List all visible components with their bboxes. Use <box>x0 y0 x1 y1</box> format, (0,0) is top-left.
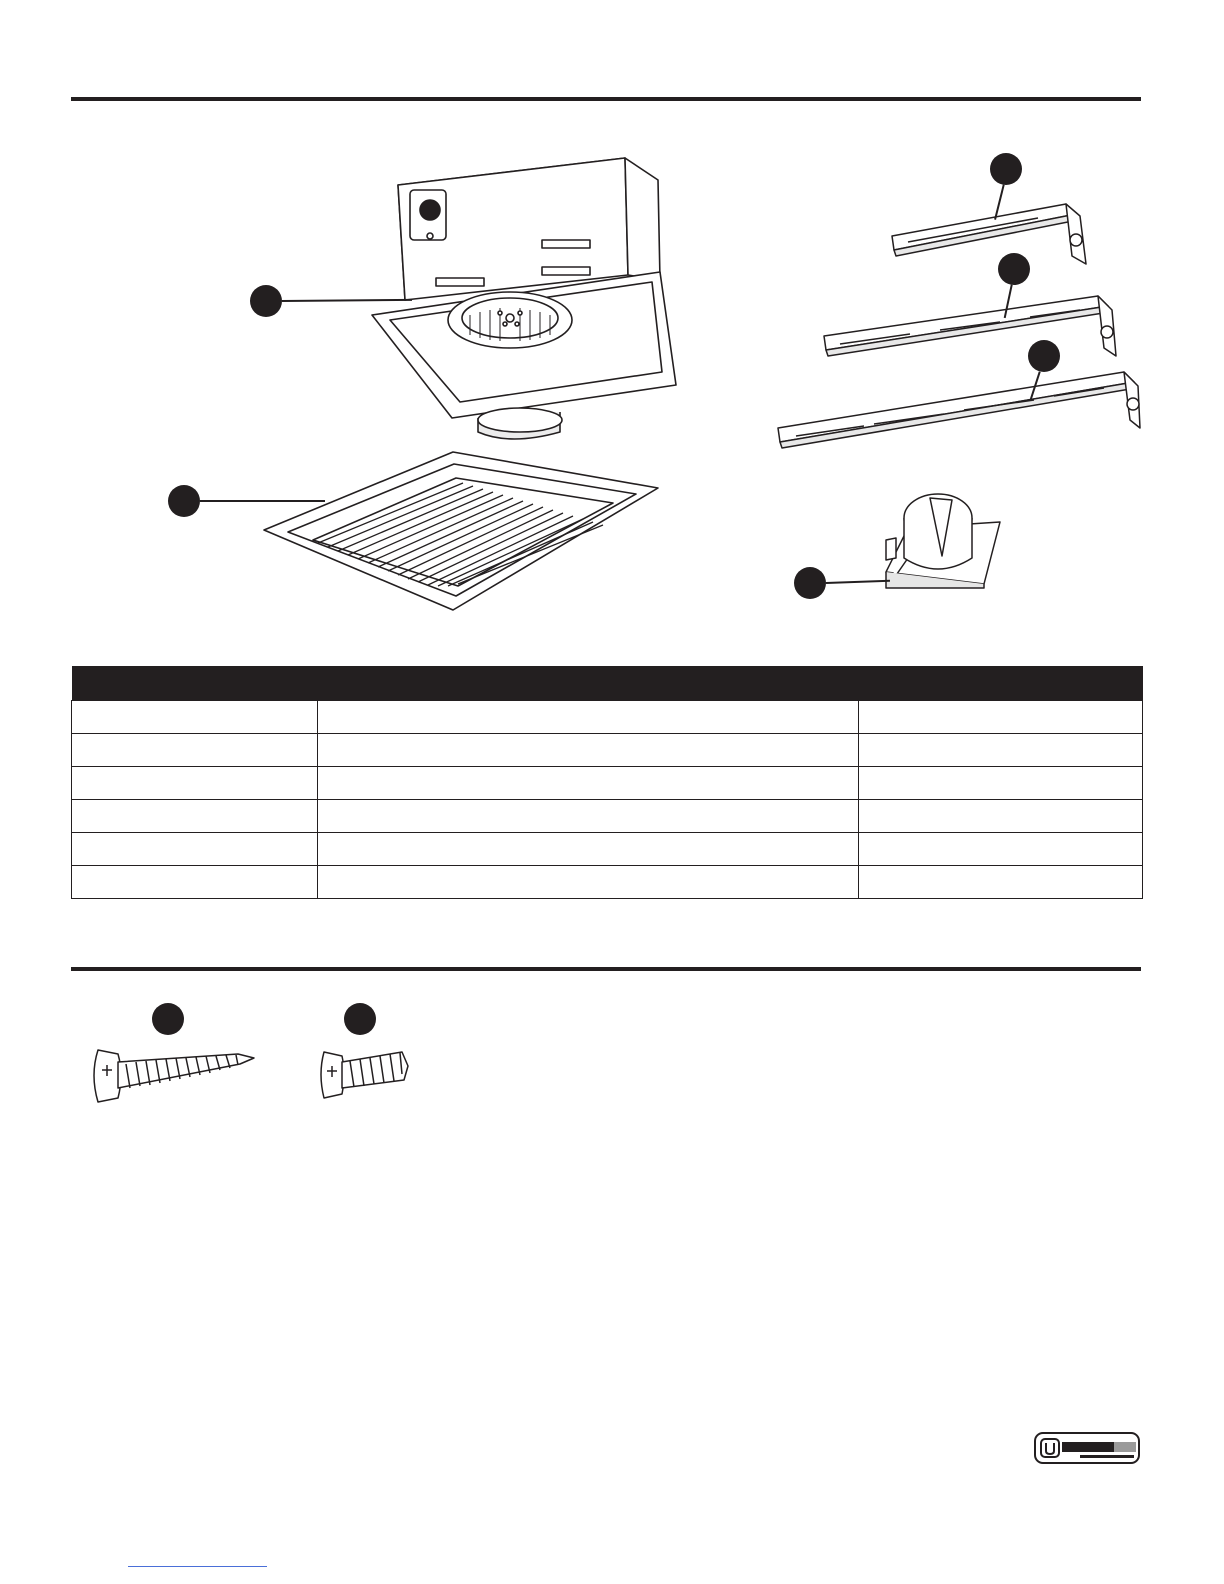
callout-screw-long <box>152 1003 184 1035</box>
parts-table <box>71 666 1143 899</box>
table-row <box>72 734 1143 767</box>
callout-bracket-medium <box>998 253 1030 285</box>
cell-quantity <box>859 767 1143 800</box>
cell-description <box>318 800 859 833</box>
parts-table-header-row <box>72 666 1143 701</box>
duct-connector-drawing <box>880 488 1010 598</box>
screw-short-drawing <box>316 1044 412 1104</box>
cell-part <box>72 800 318 833</box>
leader-grille <box>200 500 325 502</box>
cell-quantity <box>859 866 1143 899</box>
bracket-short-drawing <box>888 198 1088 270</box>
callout-bracket-short <box>990 153 1022 185</box>
cell-quantity <box>859 701 1143 734</box>
cell-description <box>318 767 859 800</box>
table-row <box>72 866 1143 899</box>
cell-quantity <box>859 734 1143 767</box>
section-rule-hardware <box>71 967 1141 971</box>
bracket-long-drawing <box>774 368 1142 452</box>
table-row <box>72 833 1143 866</box>
footer-link[interactable] <box>128 1566 267 1567</box>
section-rule-top <box>71 97 1141 101</box>
cell-part <box>72 734 318 767</box>
table-row <box>72 800 1143 833</box>
cell-part <box>72 701 318 734</box>
header-description <box>318 666 859 701</box>
utilitech-logo-mark <box>1036 1434 1142 1466</box>
callout-duct-connector <box>794 567 826 599</box>
utilitech-logo <box>1034 1432 1140 1464</box>
callout-fan-housing <box>250 285 282 317</box>
cell-description <box>318 866 859 899</box>
fan-housing-drawing <box>360 150 690 440</box>
callout-bracket-long <box>1028 340 1060 372</box>
header-quantity <box>859 666 1143 701</box>
table-row <box>72 767 1143 800</box>
cell-quantity <box>859 800 1143 833</box>
cell-quantity <box>859 833 1143 866</box>
cell-part <box>72 767 318 800</box>
cell-description <box>318 833 859 866</box>
grille-drawing <box>258 448 663 618</box>
table-row <box>72 701 1143 734</box>
callout-grille <box>168 485 200 517</box>
cell-description <box>318 701 859 734</box>
cell-part <box>72 866 318 899</box>
screw-long-drawing <box>88 1040 258 1110</box>
cell-part <box>72 833 318 866</box>
header-part <box>72 666 318 701</box>
cell-description <box>318 734 859 767</box>
bracket-medium-drawing <box>820 292 1120 360</box>
callout-screw-short <box>344 1003 376 1035</box>
